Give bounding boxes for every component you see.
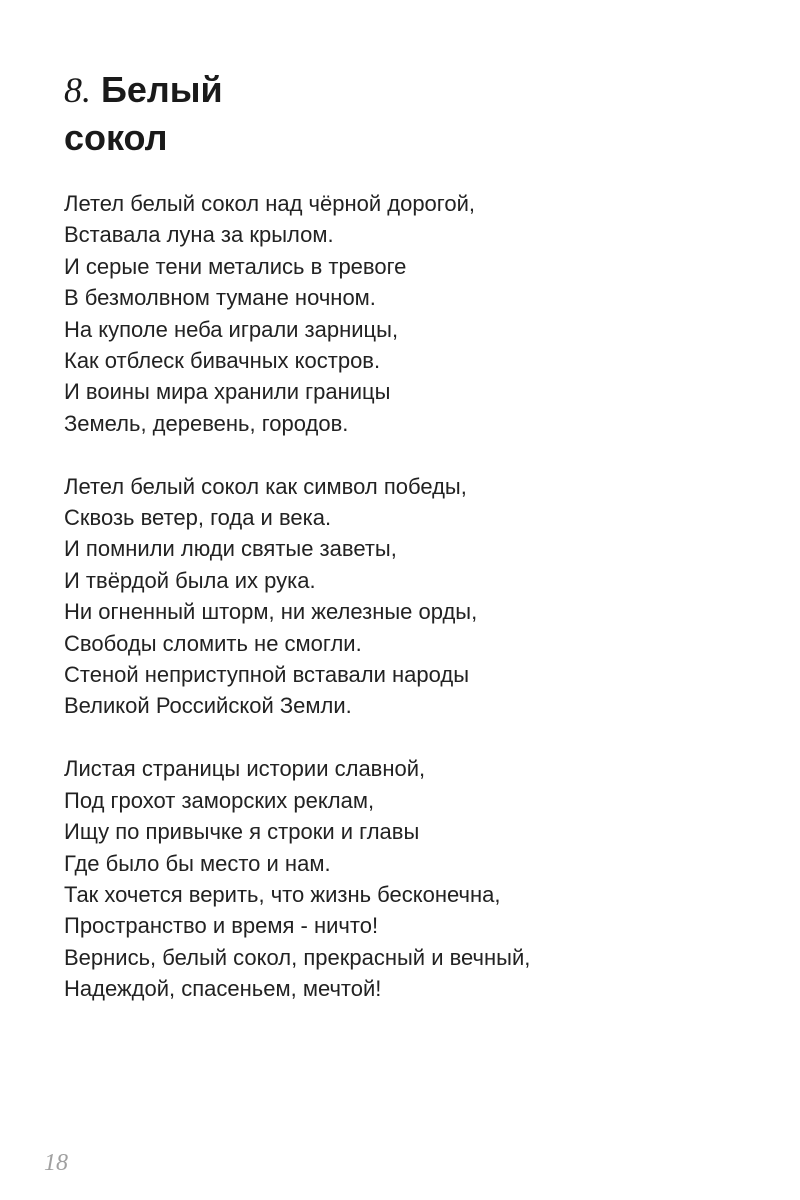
poem-line: Ищу по привычке я строки и главы: [64, 819, 420, 845]
poem-title-line-1: Белый: [101, 69, 223, 110]
poem-line: Стеной неприступной вставали народы: [64, 662, 470, 688]
poem-line: Сквозь ветер, года и века.: [64, 505, 332, 531]
poem-line: Вставала луна за крылом.: [64, 222, 334, 248]
poem-line: Листая страницы истории славной,: [64, 756, 426, 782]
poem-line: Где было бы место и нам.: [64, 850, 331, 876]
poem-line: Надеждой, спасеньем, мечтой!: [64, 976, 382, 1002]
stanza-1: [64, 188, 744, 439]
poem-number: 8.: [64, 70, 91, 110]
stanza-3: [64, 753, 744, 1004]
poem-line: Под грохот заморских реклам,: [64, 787, 375, 813]
poem-line: И твёрдой была их рука.: [64, 567, 316, 593]
poem-line: И серые тени метались в тревоге: [64, 253, 407, 279]
poem-line: Вернись, белый сокол, прекрасный и вечный,: [64, 944, 531, 970]
poem-title-line-2: сокол: [64, 117, 168, 158]
poem-line: Так хочется верить, что жизнь бесконечна,: [64, 881, 501, 907]
poem-line: Как отблеск бивачных костров.: [64, 348, 381, 374]
poem-line: Великой Российской Земли.: [64, 693, 352, 719]
poem-line: Свободы сломить не смогли.: [64, 630, 362, 656]
poem-line: На куполе неба играли зарницы,: [64, 316, 399, 342]
poem-line: Летел белый сокол над чёрной дорогой,: [64, 191, 475, 216]
poem-line: И воины мира хранили границы: [64, 379, 391, 405]
poem-title: [64, 66, 464, 162]
poem-line: Земель, деревень, городов.: [64, 410, 349, 436]
poem-line: Летел белый сокол как символ победы,: [64, 473, 467, 499]
poem-line: Пространство и время - ничто!: [64, 913, 379, 939]
page-number: 18: [44, 1150, 68, 1176]
poem-body: [64, 188, 744, 1036]
poem-line: И помнили люди святые заветы,: [64, 536, 397, 562]
poem-line: В безмолвном тумане ночном.: [64, 285, 376, 311]
stanza-2: [64, 471, 744, 722]
poem-line: Ни огненный шторм, ни железные орды,: [64, 599, 478, 625]
